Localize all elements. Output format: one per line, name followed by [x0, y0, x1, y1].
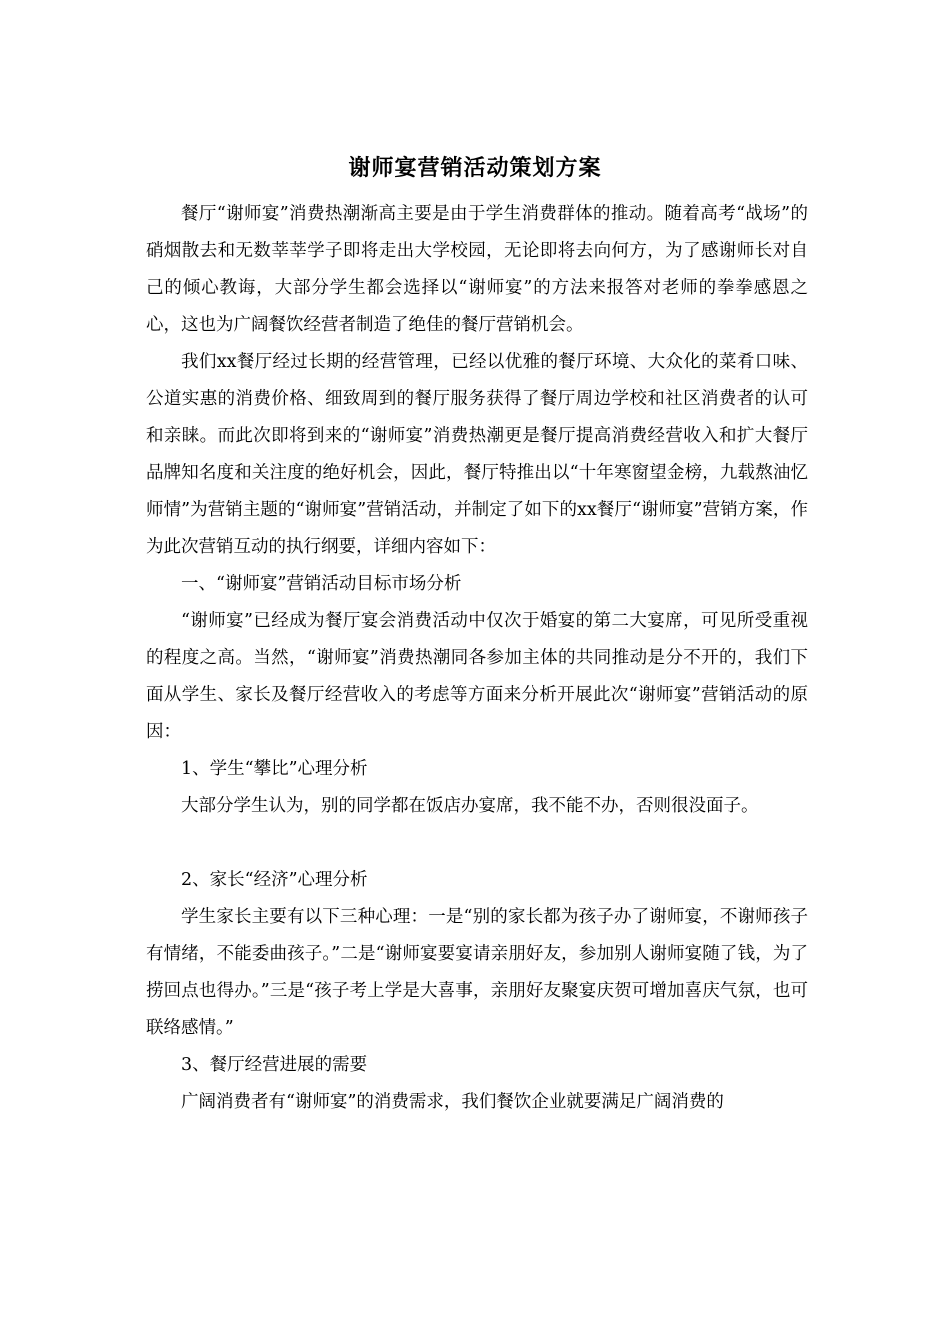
- paragraph-intro: 餐厅“谢师宴”消费热潮渐高主要是由于学生消费群体的推动。随着高考“战场”的硝烟散去和无数莘莘学子即将走出大学校园，无论即将去向何方，为了感谢师长对自己的倾心教诲，大部分学生都会选择以“谢师宴”的方法来报答对老师的拳拳感恩之心，这也为广阔餐饮经营者制造了绝佳的餐厅营销机会。: [146, 204, 808, 335]
- paragraph-restaurant-background: 我们xx餐厅经过长期的经营管理，已经以优雅的餐厅环境、大众化的菜肴口味、公道实惠的消费价格、细致周到的餐厅服务获得了餐厅周边学校和社区消费者的认可和亲睐。而此次即将到来的“谢师宴”消费热潮更是餐厅提高消费经营收入和扩大餐厅品牌知名度和关注度的绝好机会，因此，餐厅特推出以“十年寒窗望金榜，九载熬油忆师情”为营销主题的“谢师宴”营销活动，并制定了如下的xx餐厅“谢师宴”营销方案，作为此次营销互动的执行纲要，详细内容如下：: [146, 352, 808, 557]
- document-body: [146, 196, 808, 1121]
- paragraph-parent-psychology: 学生家长主要有以下三种心理：一是“别的家长都为孩子办了谢师宴，不谢师孩子有情绪，不能委曲孩子。”二是“谢师宴要宴请亲朋好友，参加别人谢师宴随了钱，为了捞回点也得办。”三是“孩子考上学是大喜事，亲朋好友聚宴庆贺可增加喜庆气氛，也可联络感情。”: [146, 907, 808, 1038]
- subheading-student-psychology: 1、学生“攀比”心理分析: [181, 759, 368, 779]
- subheading-restaurant-needs: 3、餐厅经营进展的需要: [181, 1055, 368, 1075]
- document-title: 谢师宴营销活动策划方案: [348, 155, 602, 181]
- paragraph-restaurant-needs: 广阔消费者有“谢师宴”的消费需求，我们餐饮企业就要满足广阔消费的: [181, 1092, 724, 1112]
- subheading-parent-psychology: 2、家长“经济”心理分析: [181, 870, 368, 890]
- paragraph-student-psychology: 大部分学生认为，别的同学都在饭店办宴席，我不能不办，否则很没面子。: [181, 796, 759, 816]
- paragraph-market-analysis: “谢师宴”已经成为餐厅宴会消费活动中仅次于婚宴的第二大宴席，可见所受重视的程度之高。当然，“谢师宴”消费热潮同各参加主体的共同推动是分不开的，我们下面从学生、家长及餐厅经营收入的考虑等方面来分析开展此次“谢师宴”营销活动的原因：: [146, 611, 808, 742]
- section-heading-market-analysis: 一、“谢师宴”营销活动目标市场分析: [181, 574, 462, 594]
